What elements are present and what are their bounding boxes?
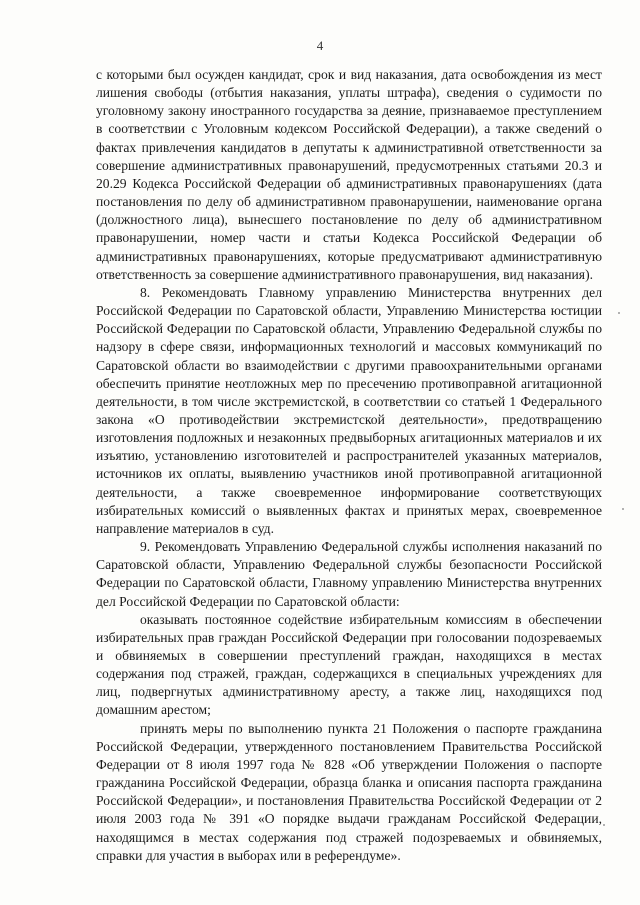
document-body bbox=[96, 66, 602, 865]
scan-speck bbox=[618, 312, 620, 314]
page-number: 4 bbox=[316, 38, 324, 53]
scan-speck bbox=[603, 824, 605, 826]
paragraph-item-8: 8. Рекомендовать Главному управлению Министерства внутренних дел Российской Федерации по Саратовской области, Управлению Министерства юстиции Российской Федерации по Саратовской области, Управлению Федеральной службы по надзору в сфере связи, информационных технологий и массовых коммуникаций по Саратовской области во взаимодействии с другими правоохранительными органами обеспечить принятие неотложных мер по пресечению противоправной агитационной деятельности, в том числе экстремистской, в соответствии со статьей 1 Федерального закона «О противодействии экстремистской деятельности», предотвращению изготовления подложных и незаконных предвыборных агитационных материалов и их изъятию, установлению изготовителей и распространителей указанных материалов, источников их оплаты, выявлению участников иной противоправной агитационной деятельности, а также своевременное информирование соответствующих избирательных комиссий о выявленных фактах и принятых мерах, своевременное направление материалов в суд. bbox=[96, 284, 602, 536]
paragraph-item-9-subitem-support: оказывать постоянное содействие избирательным комиссиям в обеспечении избирательных прав граждан Российской Федерации при голосовании подозреваемых и обвиняемых в совершении преступлений граждан, находящихся в местах содержания под стражей, граждан, содержащихся в специальных учреждениях для лиц, подвергнутых административному аресту, а также лиц, находящихся под домашним арестом; bbox=[96, 611, 602, 718]
paragraph-item-9: 9. Рекомендовать Управлению Федеральной службы исполнения наказаний по Саратовской области, Управлению Федеральной службы безопасности Российской Федерации по Саратовской области, Главному управлению Министерства внутренних дел Российской Федерации по Саратовской области: bbox=[96, 539, 602, 609]
paragraph-continuation: с которыми был осужден кандидат, срок и вид наказания, дата освобождения из мест лишения свободы (отбытия наказания, уплаты штрафа), сведения о судимости по уголовному закону иностранного государства за деяние, признаваемое преступлением в соответствии с Уголовным кодексом Российской Федерации), а также сведений о фактах привлечения кандидатов в депутаты к административной ответственности за совершение административных правонарушений, предусмотренных статьями 20.3 и 20.29 Кодекса Российской Федерации об административных правонарушениях (дата постановления по делу об административном правонарушении, наименование органа (должностного лица), вынесшего постановление по делу об административном правонарушении, номер части и статьи Кодекса Российской Федерации об административных правонарушениях, которые предусматривают административную ответственность за совершение административного правонарушения, вид наказания). bbox=[96, 67, 602, 282]
paragraph-item-9-subitem-passport: принять меры по выполнению пункта 21 Положения о паспорте гражданина Российской Федерации, утвержденного постановлением Правительства Российской Федерации от 8 июля 1997 года № 828 «Об утверждении Положения о паспорте гражданина Российской Федерации, образца бланка и описания паспорта гражданина Российской Федерации», и постановления Правительства Российской Федерации от 2 июля 2003 года № 391 «О порядке выдачи гражданам Российской Федерации, находящимся в местах содержания под стражей подозреваемых и обвиняемых, справки для участия в выборах или в референдуме». bbox=[96, 720, 602, 863]
scan-speck bbox=[622, 508, 624, 510]
